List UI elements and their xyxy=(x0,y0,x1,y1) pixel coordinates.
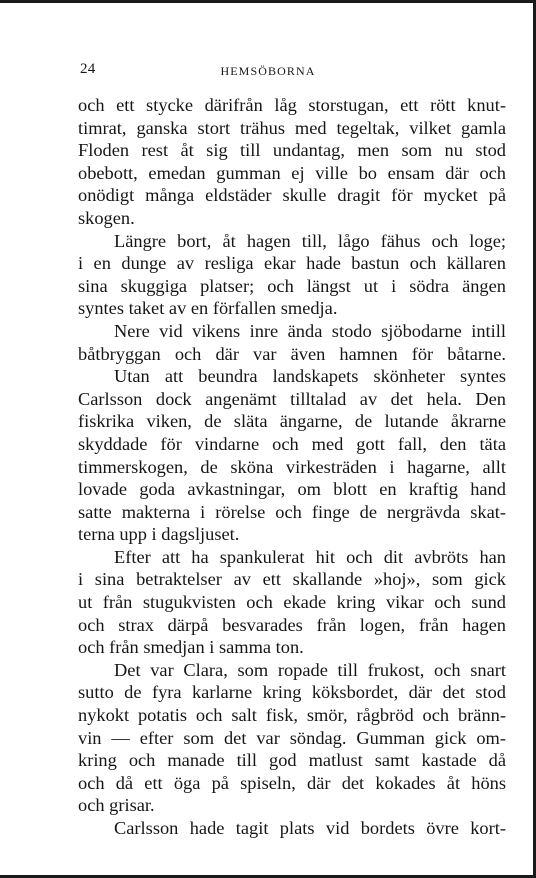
text-line: och då ett öga på spiseln, där det kokades åt höns xyxy=(78,772,506,793)
text-line: båtbryggan och där var även hamnen för båtarne. xyxy=(78,343,506,364)
running-title: HEMSÖBORNA xyxy=(220,64,316,78)
text-line: ut från stugukvisten och ekade kring vikar och sund xyxy=(78,592,506,613)
paragraph-first-line: Längre bort, åt hagen till, lågo fähus och loge; xyxy=(114,230,506,251)
paragraph-first-line: Nere vid vikens inre ända stodo sjöbodarne intill xyxy=(114,320,506,341)
text-line: sina skuggiga platser; och längst ut i södra ängen xyxy=(78,275,506,296)
paragraph-first-line: Det var Clara, som ropade till frukost, och snart xyxy=(114,659,506,680)
text-line: sutto de fyra karlarne kring köksbordet, där det stod xyxy=(78,682,506,703)
text-line: Carlsson dock angenämt tilltalad av det hela. Den xyxy=(78,388,506,409)
text-line: skogen. xyxy=(78,207,135,228)
text-line: nykokt potatis och salt fisk, smör, rågbröd och bränn- xyxy=(78,705,506,726)
scan-top-edge xyxy=(0,0,536,3)
text-line: Floden rest åt sig till undantag, men som nu stod xyxy=(78,140,506,161)
text-line: onödigt många eldstäder skulle dragit för mycket på xyxy=(78,185,506,206)
text-line: och ett stycke därifrån låg storstugan, ett rött knut- xyxy=(78,95,506,115)
text-line: timmerskogen, de sköna virkesträden i hagarne, allt xyxy=(78,456,506,477)
text-line: vin — efter som det var söndag. Gumman gick om- xyxy=(78,727,506,748)
text-line: timrat, ganska stort trähus med tegeltak, vilket gamla xyxy=(78,117,506,138)
text-line: i en dunge av resliga ekar hade bastun och källaren xyxy=(78,253,506,274)
paragraph-first-line: Efter att ha spankulerat hit och dit avbröts han xyxy=(114,546,506,567)
text-line: fiskrika viken, de släta ängarne, de lutande åkrarne xyxy=(78,411,506,432)
text-line: skyddade för vindarne och med gott fall, den täta xyxy=(78,433,506,454)
text-line: satte makterna i rörelse och finge de nergrävda skat- xyxy=(78,501,506,522)
text-line: kring och manade till god matlust samt kastade då xyxy=(78,750,506,771)
body-text xyxy=(78,94,506,840)
text-line: terna upp i dagsljuset. xyxy=(78,524,240,545)
page-number: 24 xyxy=(80,61,96,77)
paragraph-first-line: Carlsson hade tagit plats vid bordets övre kort- xyxy=(114,818,506,838)
text-line: i sina betraktelser av ett skallande »hoj», som gick xyxy=(78,569,506,590)
text-line: och grisar. xyxy=(78,795,155,816)
text-line: obebott, emedan gumman ej ville bo ensam där och xyxy=(78,162,506,183)
text-line: och från smedjan i samma ton. xyxy=(78,637,304,658)
paragraph-first-line: Utan att beundra landskapets skönheter syntes xyxy=(114,366,506,387)
text-line: och strax därpå besvarades från logen, från hagen xyxy=(78,614,506,635)
text-line: lovade goda avkastningar, om blott en kraftig hand xyxy=(78,479,506,500)
text-line: syntes taket av en förfallen smedja. xyxy=(78,298,338,319)
